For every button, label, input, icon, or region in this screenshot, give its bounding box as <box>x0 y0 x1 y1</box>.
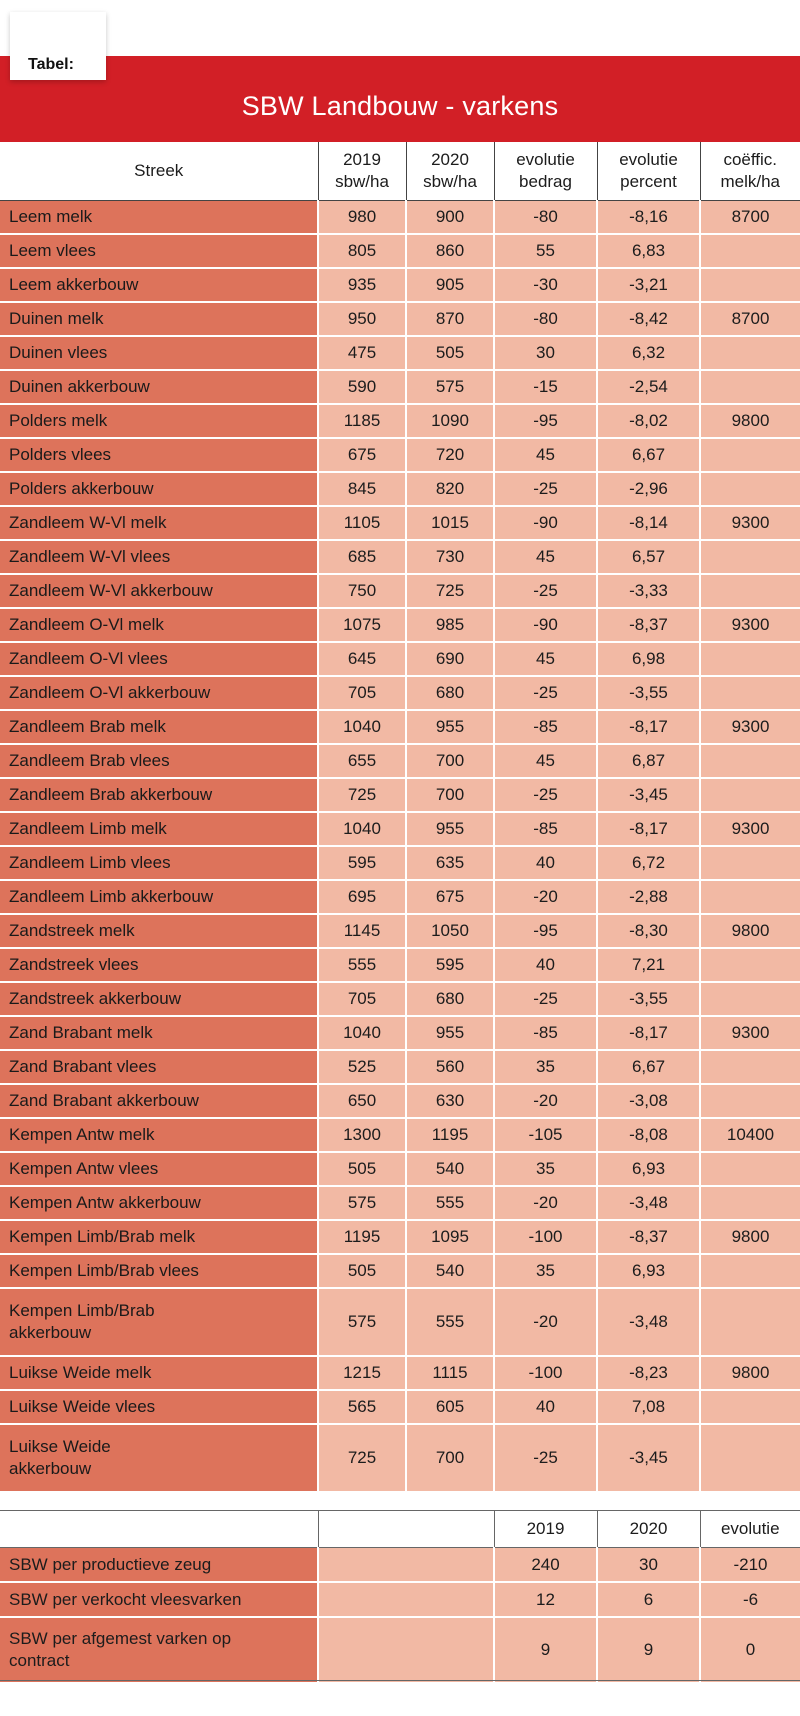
row-value: 675 <box>406 880 494 914</box>
table-row <box>0 642 800 676</box>
row-value: 6,83 <box>597 234 700 268</box>
row-value <box>700 268 800 302</box>
table-row <box>0 472 800 506</box>
row-value <box>700 642 800 676</box>
row-value: -8,37 <box>597 1220 700 1254</box>
row-value: 680 <box>406 982 494 1016</box>
row-label: Zandleem O-Vl melk <box>0 608 318 642</box>
row-value: 590 <box>318 370 406 404</box>
row-value: 605 <box>406 1390 494 1424</box>
bottom-rule <box>0 1680 800 1681</box>
row-label: Luikse Weide vlees <box>0 1390 318 1424</box>
table-row <box>0 914 800 948</box>
row-value <box>700 846 800 880</box>
row-label: Polders akkerbouw <box>0 472 318 506</box>
row-value: 900 <box>406 201 494 235</box>
row-value <box>700 778 800 812</box>
row-value: -8,17 <box>597 1016 700 1050</box>
row-value: 6,67 <box>597 438 700 472</box>
table-row <box>0 812 800 846</box>
row-label: Duinen akkerbouw <box>0 370 318 404</box>
summary-value: -210 <box>700 1548 800 1583</box>
row-label: Zandstreek akkerbouw <box>0 982 318 1016</box>
row-value: 1215 <box>318 1356 406 1390</box>
main-table <box>0 142 800 1493</box>
table-row <box>0 574 800 608</box>
row-value: 505 <box>318 1254 406 1288</box>
row-value <box>700 336 800 370</box>
row-value: 9300 <box>700 608 800 642</box>
row-value: 40 <box>494 1390 597 1424</box>
row-value: 9800 <box>700 404 800 438</box>
summary-empty-cell <box>318 1582 494 1617</box>
row-value: 985 <box>406 608 494 642</box>
row-value: 9300 <box>700 710 800 744</box>
row-value: 650 <box>318 1084 406 1118</box>
row-value: -25 <box>494 472 597 506</box>
row-value: 35 <box>494 1152 597 1186</box>
row-value: 955 <box>406 812 494 846</box>
summary-value: 12 <box>494 1582 597 1617</box>
row-value: -3,55 <box>597 982 700 1016</box>
row-value: 955 <box>406 1016 494 1050</box>
row-label: Kempen Antw akkerbouw <box>0 1186 318 1220</box>
row-value: -90 <box>494 506 597 540</box>
row-value: 1115 <box>406 1356 494 1390</box>
row-value: 8700 <box>700 201 800 235</box>
row-value: -8,17 <box>597 812 700 846</box>
summary-value: 240 <box>494 1548 597 1583</box>
row-value: -95 <box>494 914 597 948</box>
row-value: 635 <box>406 846 494 880</box>
row-value: 1040 <box>318 1016 406 1050</box>
row-value: 525 <box>318 1050 406 1084</box>
summary-value: 0 <box>700 1617 800 1683</box>
table-row <box>0 710 800 744</box>
row-label: Kempen Antw vlees <box>0 1152 318 1186</box>
row-value: 700 <box>406 744 494 778</box>
table-row <box>0 846 800 880</box>
row-value: 45 <box>494 642 597 676</box>
row-label: Zandleem O-Vl akkerbouw <box>0 676 318 710</box>
row-value: -8,17 <box>597 710 700 744</box>
row-value: 680 <box>406 676 494 710</box>
row-value: -25 <box>494 982 597 1016</box>
row-value: -85 <box>494 812 597 846</box>
row-label: Leem akkerbouw <box>0 268 318 302</box>
row-value: 35 <box>494 1254 597 1288</box>
row-value: 645 <box>318 642 406 676</box>
row-value: 725 <box>406 574 494 608</box>
table-row <box>0 1152 800 1186</box>
row-value: 1195 <box>318 1220 406 1254</box>
row-value: 655 <box>318 744 406 778</box>
row-label: Duinen vlees <box>0 336 318 370</box>
row-value: 1015 <box>406 506 494 540</box>
row-value: -90 <box>494 608 597 642</box>
row-value: 845 <box>318 472 406 506</box>
row-value: 45 <box>494 744 597 778</box>
row-label: Zandleem Brab vlees <box>0 744 318 778</box>
main-header-row <box>0 142 800 201</box>
table-row <box>0 1356 800 1390</box>
row-value: -85 <box>494 710 597 744</box>
row-label: Zand Brabant melk <box>0 1016 318 1050</box>
row-value: 35 <box>494 1050 597 1084</box>
summary-header-label <box>0 1511 318 1548</box>
row-value <box>700 948 800 982</box>
table-row <box>0 506 800 540</box>
row-value: 1145 <box>318 914 406 948</box>
table-row <box>0 404 800 438</box>
summary-header-evolutie: evolutie <box>700 1511 800 1548</box>
row-value: 7,21 <box>597 948 700 982</box>
row-label: Zand Brabant akkerbouw <box>0 1084 318 1118</box>
summary-value: 6 <box>597 1582 700 1617</box>
row-value: 725 <box>318 778 406 812</box>
table-row <box>0 676 800 710</box>
row-value: 6,32 <box>597 336 700 370</box>
row-value <box>700 982 800 1016</box>
row-label: Zandleem W-Vl akkerbouw <box>0 574 318 608</box>
row-value <box>700 1424 800 1492</box>
table-row <box>0 1016 800 1050</box>
row-label: Polders vlees <box>0 438 318 472</box>
row-label: Luikse Weide akkerbouw <box>0 1424 318 1492</box>
summary-header-2019: 2019 <box>494 1511 597 1548</box>
row-value: 6,98 <box>597 642 700 676</box>
row-label: Zandstreek melk <box>0 914 318 948</box>
row-value: 1075 <box>318 608 406 642</box>
row-value: -3,48 <box>597 1288 700 1356</box>
row-value: -25 <box>494 574 597 608</box>
row-value: 675 <box>318 438 406 472</box>
summary-row-label: SBW per verkocht vleesvarken <box>0 1582 318 1617</box>
row-value: 820 <box>406 472 494 506</box>
row-value <box>700 574 800 608</box>
row-value: 555 <box>406 1186 494 1220</box>
table-row <box>0 540 800 574</box>
row-value <box>700 234 800 268</box>
row-label: Zandleem Limb vlees <box>0 846 318 880</box>
row-value: -8,30 <box>597 914 700 948</box>
row-value: 505 <box>406 336 494 370</box>
row-value: 750 <box>318 574 406 608</box>
row-value: 725 <box>318 1424 406 1492</box>
row-label: Kempen Antw melk <box>0 1118 318 1152</box>
row-value: 730 <box>406 540 494 574</box>
row-value <box>700 880 800 914</box>
row-value: 575 <box>318 1186 406 1220</box>
summary-row <box>0 1617 800 1683</box>
row-label: Kempen Limb/Brab akkerbouw <box>0 1288 318 1356</box>
row-value: 630 <box>406 1084 494 1118</box>
row-value: 595 <box>318 846 406 880</box>
row-label: Kempen Limb/Brab melk <box>0 1220 318 1254</box>
row-value <box>700 1084 800 1118</box>
row-value: 45 <box>494 540 597 574</box>
header-streek: Streek <box>0 142 318 201</box>
row-value: -3,48 <box>597 1186 700 1220</box>
row-value <box>700 1050 800 1084</box>
row-value: -80 <box>494 201 597 235</box>
row-value <box>700 1390 800 1424</box>
summary-row <box>0 1582 800 1617</box>
row-value: 1105 <box>318 506 406 540</box>
row-value: 7,08 <box>597 1390 700 1424</box>
row-value: 1195 <box>406 1118 494 1152</box>
row-value: 955 <box>406 710 494 744</box>
row-value <box>700 1288 800 1356</box>
row-value: 980 <box>318 201 406 235</box>
table-row <box>0 234 800 268</box>
page-title: SBW Landbouw - varkens <box>241 90 559 121</box>
row-label: Zandleem W-Vl vlees <box>0 540 318 574</box>
summary-header-empty <box>318 1511 494 1548</box>
row-value: 950 <box>318 302 406 336</box>
summary-empty-cell <box>318 1548 494 1583</box>
row-value: -105 <box>494 1118 597 1152</box>
row-value: -20 <box>494 880 597 914</box>
table-row <box>0 608 800 642</box>
row-label: Zandleem Brab melk <box>0 710 318 744</box>
table-row <box>0 1118 800 1152</box>
row-value: 1095 <box>406 1220 494 1254</box>
row-value: -20 <box>494 1186 597 1220</box>
row-value: 55 <box>494 234 597 268</box>
summary-table <box>0 1510 800 1684</box>
row-value: 10400 <box>700 1118 800 1152</box>
row-value: -3,45 <box>597 778 700 812</box>
row-value: 9300 <box>700 1016 800 1050</box>
table-row <box>0 1288 800 1356</box>
row-value: -3,21 <box>597 268 700 302</box>
row-value: 6,57 <box>597 540 700 574</box>
row-value: 685 <box>318 540 406 574</box>
row-value: 700 <box>406 1424 494 1492</box>
table-tag-label: Tabel: <box>28 56 74 73</box>
row-value: 8700 <box>700 302 800 336</box>
row-value: 935 <box>318 268 406 302</box>
row-value <box>700 1186 800 1220</box>
row-value: 30 <box>494 336 597 370</box>
row-value: 6,67 <box>597 1050 700 1084</box>
row-value: -8,23 <box>597 1356 700 1390</box>
header-2020: 2020 sbw/ha <box>406 142 494 201</box>
row-label: Polders melk <box>0 404 318 438</box>
row-value: 9800 <box>700 1220 800 1254</box>
row-value: 695 <box>318 880 406 914</box>
row-value: 575 <box>318 1288 406 1356</box>
row-value: -2,54 <box>597 370 700 404</box>
row-label: Luikse Weide melk <box>0 1356 318 1390</box>
summary-value: 9 <box>597 1617 700 1683</box>
table-row <box>0 438 800 472</box>
row-value: -8,02 <box>597 404 700 438</box>
row-label: Zandleem Limb akkerbouw <box>0 880 318 914</box>
row-value: -3,45 <box>597 1424 700 1492</box>
row-value: -8,14 <box>597 506 700 540</box>
row-value: 870 <box>406 302 494 336</box>
row-value <box>700 370 800 404</box>
table-row <box>0 1050 800 1084</box>
row-value: -100 <box>494 1220 597 1254</box>
row-value: -3,55 <box>597 676 700 710</box>
summary-value: 9 <box>494 1617 597 1683</box>
row-value: 6,87 <box>597 744 700 778</box>
row-value: 565 <box>318 1390 406 1424</box>
row-value: 690 <box>406 642 494 676</box>
row-value: 1185 <box>318 404 406 438</box>
row-value: 40 <box>494 948 597 982</box>
row-value: -8,08 <box>597 1118 700 1152</box>
row-value: 540 <box>406 1152 494 1186</box>
table-row <box>0 1084 800 1118</box>
row-value: -3,08 <box>597 1084 700 1118</box>
row-label: Zand Brabant vlees <box>0 1050 318 1084</box>
row-value <box>700 1152 800 1186</box>
table-row <box>0 201 800 235</box>
row-value: 6,72 <box>597 846 700 880</box>
table-row <box>0 1390 800 1424</box>
row-value: 40 <box>494 846 597 880</box>
row-value: -100 <box>494 1356 597 1390</box>
header-2019: 2019 sbw/ha <box>318 142 406 201</box>
summary-empty-cell <box>318 1617 494 1683</box>
row-value: 1040 <box>318 710 406 744</box>
row-value: 9800 <box>700 1356 800 1390</box>
row-value <box>700 1254 800 1288</box>
row-value: 705 <box>318 982 406 1016</box>
row-label: Duinen melk <box>0 302 318 336</box>
summary-row-label: SBW per productieve zeug <box>0 1548 318 1583</box>
summary-header-row <box>0 1511 800 1548</box>
row-value: 700 <box>406 778 494 812</box>
table-row <box>0 1424 800 1492</box>
row-label: Leem vlees <box>0 234 318 268</box>
table-row <box>0 1220 800 1254</box>
row-value: 560 <box>406 1050 494 1084</box>
row-value: -8,16 <box>597 201 700 235</box>
row-value <box>700 438 800 472</box>
row-label: Zandleem Brab akkerbouw <box>0 778 318 812</box>
row-value: 595 <box>406 948 494 982</box>
header-evolutie-bedrag: evolutie bedrag <box>494 142 597 201</box>
row-value: -25 <box>494 1424 597 1492</box>
row-value: -25 <box>494 778 597 812</box>
table-row <box>0 268 800 302</box>
row-value: -85 <box>494 1016 597 1050</box>
summary-value: -6 <box>700 1582 800 1617</box>
row-value: 6,93 <box>597 1254 700 1288</box>
table-row <box>0 948 800 982</box>
row-value <box>700 676 800 710</box>
row-value: 905 <box>406 268 494 302</box>
row-value: 555 <box>406 1288 494 1356</box>
row-value: 1300 <box>318 1118 406 1152</box>
row-label: Zandleem W-Vl melk <box>0 506 318 540</box>
row-value: -2,88 <box>597 880 700 914</box>
table-row <box>0 982 800 1016</box>
row-value: -95 <box>494 404 597 438</box>
row-value: 9800 <box>700 914 800 948</box>
row-value: -8,42 <box>597 302 700 336</box>
row-value: 1050 <box>406 914 494 948</box>
row-value: 555 <box>318 948 406 982</box>
row-value: 540 <box>406 1254 494 1288</box>
row-value <box>700 472 800 506</box>
table-row <box>0 778 800 812</box>
row-value: -2,96 <box>597 472 700 506</box>
row-value: 720 <box>406 438 494 472</box>
table-row <box>0 1254 800 1288</box>
row-label: Zandstreek vlees <box>0 948 318 982</box>
title-banner <box>0 56 800 142</box>
row-value: -3,33 <box>597 574 700 608</box>
row-value: 6,93 <box>597 1152 700 1186</box>
table-row <box>0 1186 800 1220</box>
table-row <box>0 744 800 778</box>
table-row <box>0 370 800 404</box>
row-value: -20 <box>494 1084 597 1118</box>
row-value: -30 <box>494 268 597 302</box>
row-value: -20 <box>494 1288 597 1356</box>
row-value: 9300 <box>700 506 800 540</box>
row-value: 1090 <box>406 404 494 438</box>
row-value: 705 <box>318 676 406 710</box>
table-row <box>0 336 800 370</box>
row-label: Kempen Limb/Brab vlees <box>0 1254 318 1288</box>
summary-header-2020: 2020 <box>597 1511 700 1548</box>
row-value: 1040 <box>318 812 406 846</box>
table-row <box>0 302 800 336</box>
summary-row <box>0 1548 800 1583</box>
row-value: 860 <box>406 234 494 268</box>
summary-row-label: SBW per afgemest varken op contract <box>0 1617 318 1683</box>
row-value: 575 <box>406 370 494 404</box>
row-value: 475 <box>318 336 406 370</box>
header-evolutie-percent: evolutie percent <box>597 142 700 201</box>
row-value: -8,37 <box>597 608 700 642</box>
table-tag <box>10 12 106 80</box>
row-value: -25 <box>494 676 597 710</box>
row-value <box>700 744 800 778</box>
row-value: 505 <box>318 1152 406 1186</box>
table-row <box>0 880 800 914</box>
header-coefficient: coëffic. melk/ha <box>700 142 800 201</box>
row-value: 805 <box>318 234 406 268</box>
row-label: Zandleem O-Vl vlees <box>0 642 318 676</box>
row-value: -80 <box>494 302 597 336</box>
row-value <box>700 540 800 574</box>
row-value: -15 <box>494 370 597 404</box>
row-value: 45 <box>494 438 597 472</box>
summary-value: 30 <box>597 1548 700 1583</box>
row-label: Zandleem Limb melk <box>0 812 318 846</box>
row-value: 9300 <box>700 812 800 846</box>
row-label: Leem melk <box>0 201 318 235</box>
